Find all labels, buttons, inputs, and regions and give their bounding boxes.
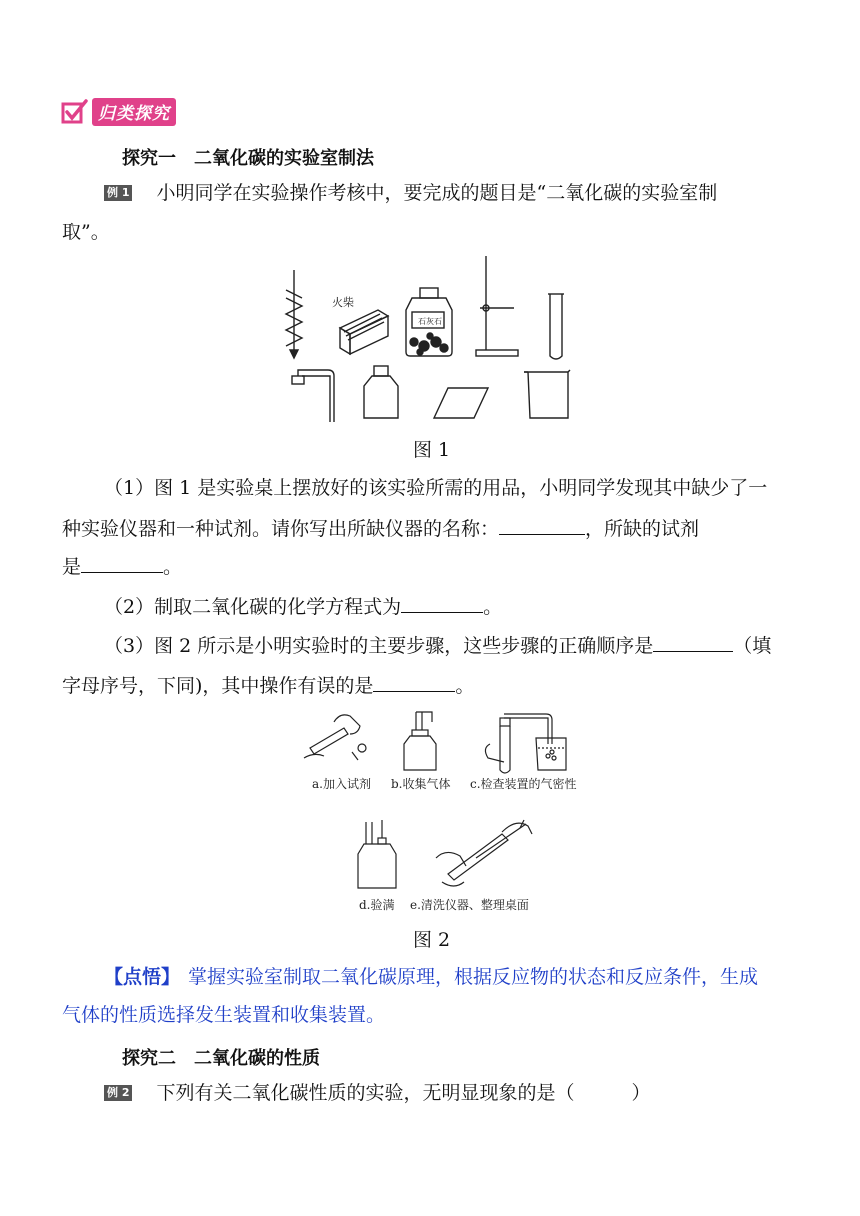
step-d-illustration bbox=[358, 820, 396, 888]
q1-line3 bbox=[62, 554, 182, 579]
figure-1 bbox=[280, 250, 590, 428]
matchbox bbox=[340, 310, 388, 354]
figure-2-top bbox=[304, 708, 604, 780]
answer-blank[interactable] bbox=[373, 673, 455, 692]
answer-blank[interactable] bbox=[81, 554, 163, 573]
step-a-illustration bbox=[304, 715, 366, 760]
example-tag: 例 1 bbox=[104, 185, 132, 201]
example1-line2: 取”。 bbox=[62, 221, 110, 243]
checkbox-icon bbox=[62, 100, 88, 124]
q2-text-b: 。 bbox=[483, 596, 503, 618]
inquiry2-title: 探究二 二氧化碳的性质 bbox=[122, 1048, 320, 1069]
step-b-label: b.收集气体 bbox=[391, 777, 451, 791]
jar-label: 石灰石 bbox=[418, 317, 442, 326]
q3-line2 bbox=[62, 673, 474, 698]
tip-line1 bbox=[104, 965, 758, 989]
step-e-label: e.清洗仪器、整理桌面 bbox=[410, 898, 529, 912]
tip-label: 【点悟】 bbox=[104, 966, 181, 988]
example2-line bbox=[104, 1081, 651, 1105]
glass-plate bbox=[434, 388, 488, 418]
section-heading bbox=[62, 98, 176, 126]
q2-line bbox=[104, 594, 502, 619]
matchbox-label: 火柴 bbox=[332, 296, 354, 309]
q1-line2-text-a: 种实验仪器和一种试剂。请你写出所缺仪器的名称： bbox=[62, 518, 500, 540]
q3-line1 bbox=[104, 633, 771, 658]
step-e-illustration bbox=[436, 820, 532, 886]
tip-text-1: 掌握实验室制取二氧化碳原理，根据反应物的状态和反应条件，生成 bbox=[188, 966, 759, 988]
q1-line1: （1）图 1 是实验桌上摆放好的该实验所需的用品，小明同学发现其中缺少了一 bbox=[104, 477, 768, 499]
step-a-label: a.加入试剂 bbox=[312, 777, 371, 791]
figure1-caption: 图 1 bbox=[413, 439, 451, 461]
answer-blank[interactable] bbox=[653, 633, 733, 652]
gas-bottle bbox=[364, 366, 398, 418]
example2-text: 下列有关二氧化碳性质的实验，无明显现象的是（ ） bbox=[156, 1082, 651, 1104]
answer-blank[interactable] bbox=[499, 516, 585, 535]
delivery-tube bbox=[292, 370, 334, 422]
example1-line1 bbox=[104, 181, 717, 205]
q2-text-a: （2）制取二氧化碳的化学方程式为 bbox=[104, 596, 402, 618]
answer-blank[interactable] bbox=[401, 594, 483, 613]
test-tube bbox=[548, 294, 564, 359]
test-tube-brush bbox=[286, 270, 302, 358]
example1-text: 小明同学在实验操作考核中，要完成的题目是“二氧化碳的实验室制 bbox=[156, 182, 718, 204]
q3-line2-text-a: 字母序号，下同)，其中操作有误的是 bbox=[62, 675, 374, 697]
q3-text-b: （填 bbox=[733, 635, 772, 657]
figure2-caption: 图 2 bbox=[413, 929, 451, 951]
beaker bbox=[524, 370, 570, 418]
step-d-label: d.验满 bbox=[359, 898, 395, 912]
q3-line2-text-b: 。 bbox=[455, 675, 475, 697]
q3-text-a: （3）图 2 所示是小明实验时的主要步骤，这些步骤的正确顺序是 bbox=[104, 635, 654, 657]
q1-line3-text-a: 是 bbox=[62, 556, 82, 578]
step-b-illustration bbox=[404, 712, 436, 770]
q1-line3-text-b: 。 bbox=[163, 556, 183, 578]
q1-line2-text-b: ，所缺的试剂 bbox=[585, 518, 700, 540]
inquiry1-title: 探究一 二氧化碳的实验室制法 bbox=[122, 148, 374, 169]
step-c-illustration bbox=[485, 714, 566, 773]
iron-stand bbox=[476, 256, 518, 356]
tip-line2: 气体的性质选择发生装置和收集装置。 bbox=[62, 1004, 386, 1026]
step-c-label: c.检查装置的气密性 bbox=[470, 777, 577, 791]
section-badge-text: 归类探究 bbox=[92, 98, 176, 126]
example-tag: 例 2 bbox=[104, 1085, 132, 1101]
figure-2-bottom bbox=[356, 818, 556, 896]
q1-line2 bbox=[62, 516, 699, 541]
